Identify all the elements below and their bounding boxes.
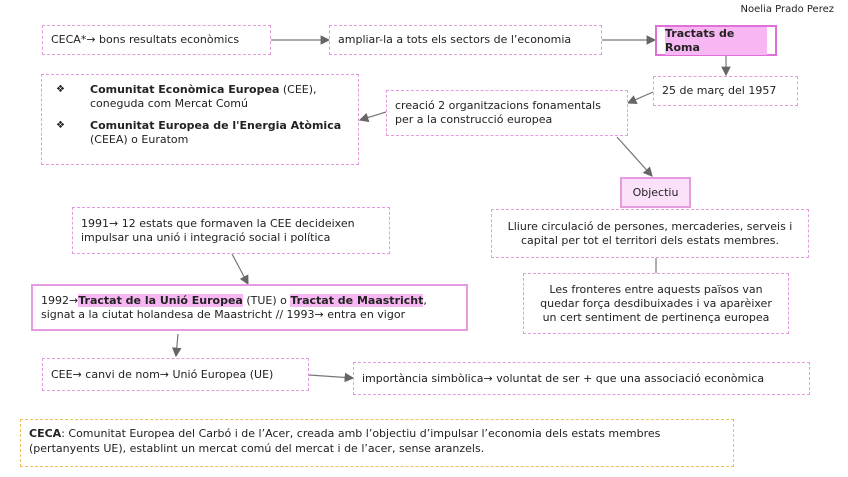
organizations-box <box>41 74 359 165</box>
symbolic-box: importància simbòlica→ voluntat de ser + que una associació econòmica <box>353 362 810 395</box>
year-1991-box: 1991→ 12 estats que formaven la CEE decideixen impulsar una unió i integració social i política <box>72 207 390 254</box>
author-name: Noelia Prado Perez <box>740 4 834 15</box>
creation-box: creació 2 organitzacions fonamentals per a la construcció europea <box>386 90 628 136</box>
tue-label: Tractat de la Unió Europea <box>78 293 243 307</box>
arrow-tue-to-rename <box>176 334 178 356</box>
ceca-results-box: CECA*→ bons resultats econòmics <box>42 25 271 55</box>
treaties-rome-box <box>655 25 777 56</box>
extend-sectors-box: ampliar-la a tots els sectors de l’economia <box>329 25 602 55</box>
date-box: 25 de març del 1957 <box>653 76 798 106</box>
rename-box: CEE→ canvi de nom→ Unió Europea (UE) <box>42 358 309 391</box>
organization-cee: ❖ Comunitat Econòmica Europea (CEE), coneguda com Mercat Comú <box>50 83 350 111</box>
treaties-rome-label: Tractats de Roma <box>665 27 767 55</box>
organization-ceea: ❖ Comunitat Europea de l'Energia Atòmica (CEEA) o Euratom <box>50 119 350 147</box>
borders-box: Les fronteres entre aquests països van quedar força desdibuixades i va aparèixer un cert sentiment de pertinença europea <box>523 273 789 334</box>
free-movement-box: Lliure circulació de persones, mercaderies, serveis i capital per tot el territori dels estats membres. <box>491 209 809 258</box>
objective-box: Objectiu <box>620 177 691 208</box>
arrow-date-to-creation <box>628 92 653 103</box>
arrow-1991-to-tue <box>232 254 248 284</box>
ceca-footnote: CECA: Comunitat Europea del Carbó i de l’Acer, creada amb l’objectiu d’impulsar l’economia dels estats membres (pertanyents UE), establint un mercat comú del mercat i de l’acer, sense aranzels. <box>20 419 734 467</box>
arrow-rename-to-symbolic <box>309 375 353 378</box>
maastricht-label: Tractat de Maastricht <box>290 293 424 307</box>
arrow-creation-to-objective <box>617 137 652 176</box>
arrow-creation-to-organizations <box>360 112 386 120</box>
maastricht-treaty-box: 1992→Tractat de la Unió Europea (TUE) o Tractat de Maastricht, signat a la ciutat holandesa de Maastricht // 1993→ entra en vigor <box>31 284 468 331</box>
